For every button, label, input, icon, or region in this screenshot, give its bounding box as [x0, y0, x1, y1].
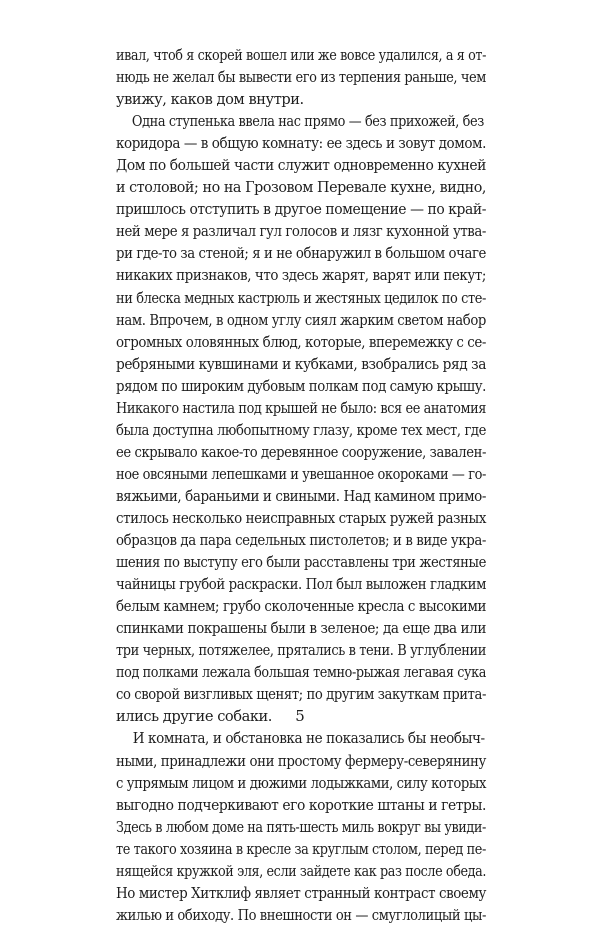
text-line: ребряными кувшинами и кубками, взобрались ряд за: [116, 355, 486, 373]
text-line: ными, принадлежи они простому фермеру-северянину: [116, 752, 486, 770]
text-line: ились другие собаки.: [116, 708, 272, 726]
text-line: пришлось отступить в другое помещение — по край-: [116, 201, 486, 219]
text-line: Никакого настила под крышей не было: вся ее анатомия: [116, 399, 487, 417]
text-line: и столовой; но на Грозовом Перевале кухне, видно,: [116, 179, 487, 197]
text-line: ее скрывало какое-то деревянное сооружение, завален-: [116, 443, 486, 461]
page-number: 5: [295, 707, 305, 725]
text-line: Здесь в любом доме на пять-шесть миль вокруг вы увиди-: [116, 818, 486, 836]
text-line: три черных, потяжелее, прятались в тени. В углублении: [116, 642, 486, 660]
text-line: с упрямым лицом и дюжими лодыжками, силу которых: [116, 774, 486, 792]
text-line: Дом по большей части служит одновременно кухней: [116, 157, 486, 175]
text-line: И комната, и обстановка не показались бы необыч-: [132, 730, 485, 748]
text-line: ивал, чтоб я скорей вошел или же вовсе удалился, а я от-: [116, 47, 486, 64]
text-line: жилью и обиходу. По внешности он — смуглолицый цы-: [116, 906, 487, 924]
text-line: была доступна любопытному глазу, кроме тех мест, где: [116, 421, 487, 439]
text-line: вяжьими, бараньими и свиными. Над камином примо-: [116, 487, 486, 505]
text-line: увижу, каков дом внутри.: [116, 91, 304, 109]
text-line: ри где-то за стеной; я и не обнаружил в большом очаге: [116, 245, 486, 263]
text-line: Одна ступенька ввела нас прямо — без прихожей, без: [131, 113, 484, 131]
text-line: нам. Впрочем, в одном углу сиял жарким светом набор: [116, 311, 486, 329]
text-line: никаких признаков, что здесь жарят, варят или пекут;: [116, 267, 486, 285]
text-line: ней мере я различал гул голосов и лязг кухонной утва-: [116, 223, 486, 241]
text-line: нящейся кружкой эля, если зайдете как раз после обеда.: [116, 862, 487, 880]
text-line: ное овсяными лепешками и увешанное окороками — го-: [116, 465, 486, 483]
text-line: коридора — в общую комнату: ее здесь и зовут домом.: [116, 135, 486, 153]
text-line: рядом по широким дубовым полкам под самую крышу.: [116, 377, 486, 395]
text-line: нюдь не желал бы вывести его из терпения раньше, чем: [116, 69, 486, 87]
text-line: шения по выступу его были расставлены три жестяные: [116, 554, 486, 572]
text-line: спинками покрашены были в зеленое; да еще два или: [116, 620, 486, 638]
text-line: те такого хозяина в кресле за круглым столом, перед пе-: [116, 840, 486, 858]
text-line: стилось несколько неисправных старых ружей разных: [116, 509, 486, 527]
text-line: чайницы грубой раскраски. Пол был выложен гладким: [116, 576, 486, 594]
text-line: выгодно подчеркивают его короткие штаны и гетры.: [116, 796, 486, 814]
text-line: ни блеска медных кастрюль и жестяных цедилок по сте-: [116, 289, 486, 307]
text-line: белым камнем; грубо сколоченные кресла с высокими: [116, 598, 487, 616]
text-line: под полками лежала большая темно-рыжая легавая сука: [116, 664, 487, 682]
text-line: огромных оловянных блюд, которые, вперемежку с се-: [116, 333, 487, 351]
text-line: образцов да пара седельных пистолетов; и в виде укра-: [116, 532, 487, 550]
body-text: [116, 45, 486, 927]
text-line: со сворой визгливых щенят; по другим закуткам прита-: [116, 686, 487, 704]
text-line: Но мистер Хитклиф являет странный контраст своему: [116, 884, 487, 902]
